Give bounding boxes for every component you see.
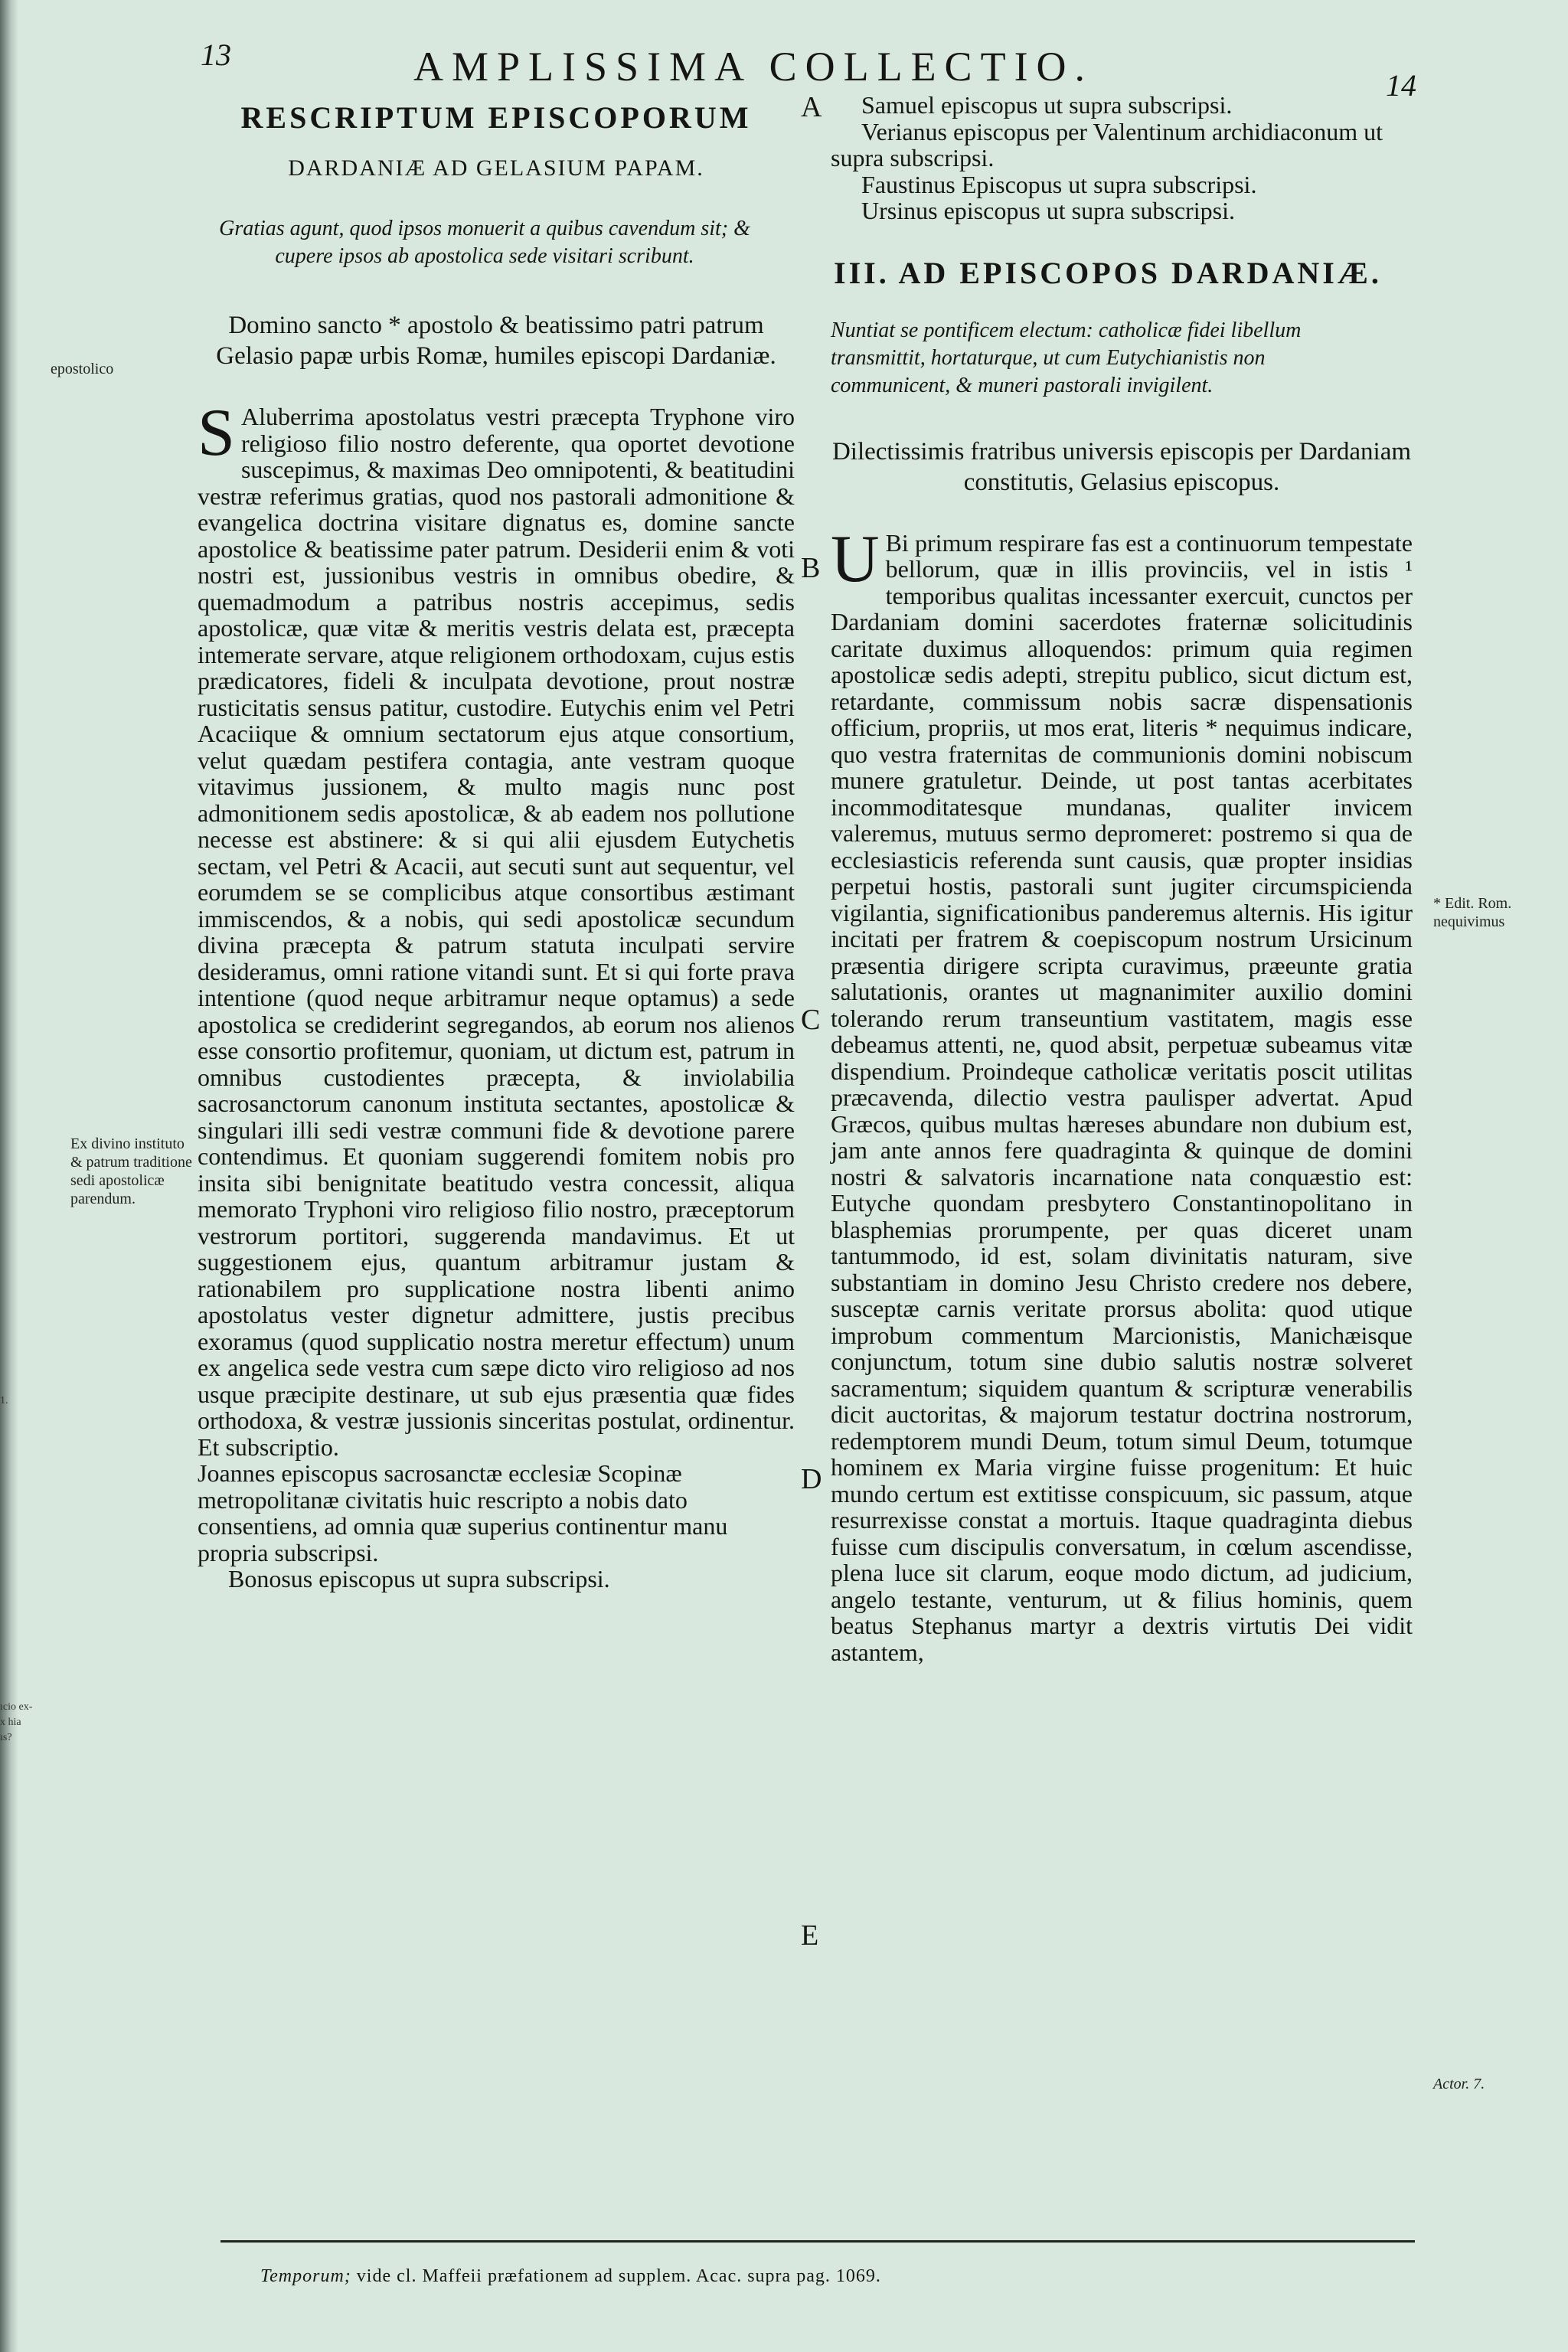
book-spine-shadow [0, 0, 33, 2352]
footnote-rule [220, 2240, 1415, 2243]
letter-body-text: Bi primum respirare fas est a continuorum tempestate bellorum, quæ in illis provinciis, vel in istis ¹ temporibus qualitas incessanter exercuit, cunctos per Dardaniam domini sacerdotes fraternæ solicitudinis caritate duximus alloquendos: primum quia regimen apostolicæ sedis adepti, strepitu publico, sicut dictum est, retardante, commissum nobis sacræ dispensationis officium, propriis, ut mos erat, literis * nequimus indicare, quo vestra fraternitas de communionis domini nobiscum munere gratuletur. Deinde, ut post tantas acerbitates incommoditatesque mundanas, qualiter invicem valeremus, mutuus sermo depromeret: postremo si qua de ecclesiasticis referenda sunt causis, quæ propter insidias perpetui hostis, pastorali sunt jugiter circumspicienda vigilantia, significationibus panderemus alternis. His igitur incitati per fratrem & coepiscopum nostrum Ursicinum præsentia dirigere scripta curavimus, præeunte gratia salutationis, orantes ut magnanimiter auxilio domini tolerando rerum transeuntium vastitatem, magis esse debeamus attenti, ne, quod absit, perpetuæ subeamus vitæ dispendium. Proindeque catholicæ veritatis poscit utilitas præcavenda, dilectio vestra paulisper advertat. Apud Græcos, quibus multas hæreses abundare non dubium est, jam ante annos fere quadraginta & quinque de domini nostri & salvatoris incarnatione nata conquæstio est: Eutyche quondam presbytero Constantinopolitano in blasphemias prorumpente, per quas diceret unam tantummodo, id est, solam divinitatis naturam, sive substantiam in domino Jesu Christo credere nos debere, susceptæ carnis veritate prorsus abolita: quod utique improbum commentum Marcionistis, Manichæisque conjunctum, totum sine dubio salutis nostræ solveret sacramentum; siquidem quantum & scripturæ venerabilis dicit auctoritas, & majorum testatur doctrina nostrorum, redemptorem mundi Deum, totum simul Deum, totumque hominem ex Maria virgine fuisse progenitum: Et huic mundo certum est extitisse conspicuum, sic passum, atque resurrexisse constat a mortuis. Itaque quadraginta diebus fuisse cum discipulis conversatum, in cœlum ascendisse, plena luce sit clarum, eoque modo dictum, ad judicium, angelo testante, venturum, ut & filius hominis, quem beatus Stephanus martyr a dextris virtutis Dei vidit astantem, [831, 528, 1413, 1666]
signature-faustinus: Faustinus Episcopus ut supra subscripsi. [861, 170, 1257, 198]
letter-title: III. AD EPISCOPOS DARDANIÆ. [834, 255, 1382, 290]
section-marker-a: A [801, 91, 822, 123]
footnote-text: vide cl. Maffeii præfationem ad supplem. Acac. supra pag. 1069. [356, 2266, 881, 2286]
rescript-summary: Gratias agunt, quod ipsos monuerit a quibus cavendum sit; & cupere ipsos ab apostolica sede visitari scribunt. [219, 217, 750, 268]
rescript-title: RESCRIPTUM EPISCOPORUM [240, 100, 752, 135]
page-number-right: 14 [1386, 68, 1416, 103]
signature-verianus: Verianus episcopus per Valentinum archidiaconum ut supra subscripsi. [831, 117, 1383, 172]
signature-joannes: Joannes episcopus sacrosanctæ ecclesiæ Scopinæ metropolitanæ civitatis huic rescripto a nobis dato consentiens, ad omnia quæ superius continentur manu propria subscripsi. [198, 1459, 728, 1566]
section-marker-e: E [801, 1919, 819, 1952]
running-title: AMPLISSIMA COLLECTIO. [413, 44, 1094, 90]
signature-samuel: Samuel episcopus ut supra subscripsi. [861, 91, 1233, 119]
signature-ursinus: Ursinus episcopus ut supra subscripsi. [861, 197, 1235, 224]
page-header [0, 37, 1568, 103]
dropcap-u: U [831, 521, 880, 596]
signature-bonosus: Bonosus episcopus ut supra subscripsi. [228, 1565, 610, 1592]
rescript-body [198, 396, 795, 1461]
left-column [198, 100, 795, 1592]
rescript-subtitle: DARDANIÆ AD GELASIUM PAPAM. [288, 155, 704, 181]
previous-page-fragment-2: ıcio ex- x hia ıs? [0, 1701, 33, 1743]
section-marker-d: D [801, 1463, 822, 1495]
margin-note-epostolico: epostolico [51, 361, 114, 377]
letter-body [831, 521, 1413, 1666]
margin-note-edit-rom: * Edit. Rom. nequivimus [1433, 895, 1512, 930]
letter-summary: Nuntiat se pontificem electum: catholicæ fidei libellum transmittit, hortaturque, ut cum Eutychianistis non communicent, & muneri pastorali invigilent. [831, 318, 1302, 397]
previous-page-fragment-1: 1. [0, 1395, 8, 1406]
letter-address: Dilectissimis fratribus universis episcopis per Dardaniam constitutis, Gelasius episcopus. [831, 437, 1412, 496]
margin-note-actor: Actor. 7. [1433, 2076, 1485, 2092]
section-marker-c: C [801, 1004, 821, 1036]
footnote [260, 2266, 881, 2287]
dropcap-s: S [198, 396, 235, 470]
footnote-label: Temporum; [260, 2266, 351, 2286]
section-marker-b: B [801, 552, 821, 584]
rescript-body-text: Aluberrima apostolatus vestri præcepta Tryphone viro religioso filio nostro deferente, qua oportet devotione suscepimus, & maximas Deo omnipotenti, & beatitudini vestræ referimus gratias, quod nos pastorali admonitione & evangelica doctrina visitare dignatus es, domine sancte apostolice & beatissime pater patrum. Desiderii enim & voti nostri est, jussionibus vestris in omnibus obedire, & quemadmodum a patribus nostris accepimus, sedis apostolicæ, quæ vitæ & meritis vestris delata est, præcepta intemerate servare, atque religionem orthodoxam, cujus estis prædicatores, fideli & inculpata devotione, prout nostræ rusticitatis sensus patitur, custodire. Eutychis enim vel Petri Acaciique & omnium sectatorum ejus atque consortium, velut quædam pestifera contagia, ante vestram quoque vitavimus jussionem, & multo magis nunc post admonitionem sedis apostolicæ, & ab eadem nos pollutione necesse est abstinere: & si qui alii ejusdem Eutychetis sectam, vel Petri & Acacii, aut secuti sunt aut sequentur, vel eorumdem se se complicibus atque consortibus æstimant immiscendos, & a nobis, qui sedi apostolicæ secundum divina præcepta & patrum statuta inculpati servire desideramus, omni ratione vitandi sunt. Et si qui forte prava intentione (quod neque arbitramur neque optamus) a sede apostolica se crediderint segregandos, ab eorum nos alienos esse consortio profitemur, quoniam, ut dictum est, patrum in omnibus custodientes præcepta, & inviolabilia sacrosanctorum canonum instituta sectantes, apostolicæ & singulari illi sedi vestræ communi fide & devotione parere contendimus. Et quoniam suggerendi fomitem nobis pro insita sibi benignitate beatitudo vestra concessit, aliqua memorato Tryphoni viro religioso filio nostro, præceptorum vestrorum portitori, suggerenda mandavimus. Et ut suggestionem ejus, quantum arbitramur justam & rationabilem pro supplicatione nostra libenti animo apostolatus vester dignetur admittere, justis precibus exoramus (quod supplicatio nostra meretur effectum) unum ex angelica sede vestra cum sæpe dicto viro religioso ad nos usque præcipite destinare, ut sub ejus præsentia quæ fides orthodoxa, & vestræ jussionis sinceritas postulat, ordinentur. Et subscriptio. [198, 403, 795, 1461]
margin-note-divino-instituto: Ex divino instituto & patrum traditione sedi apostolicæ parendum. [70, 1135, 192, 1207]
right-column [831, 92, 1413, 1665]
rescript-address: Domino sancto * apostolo & beatissimo patri patrum Gelasio papæ urbis Romæ, humiles episcopi Dardaniæ. [216, 312, 776, 370]
page-number-left: 13 [201, 38, 231, 72]
